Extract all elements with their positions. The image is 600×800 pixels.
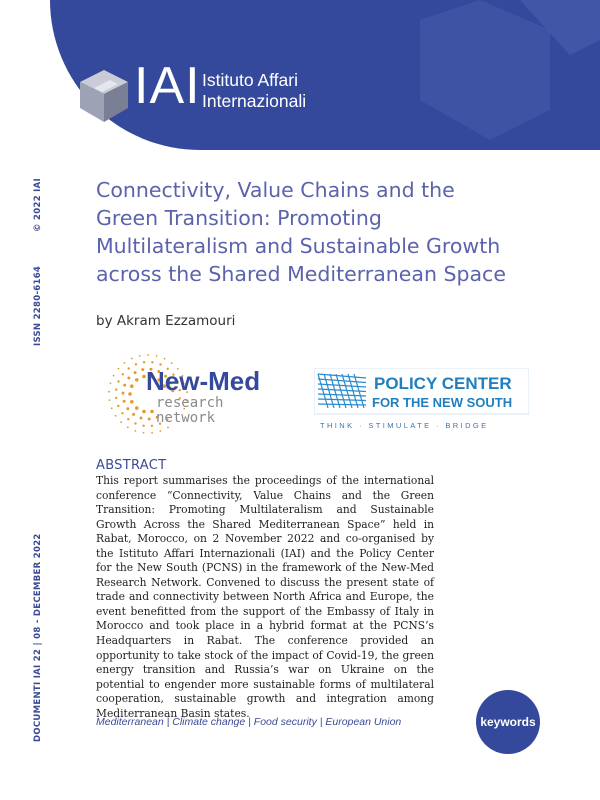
title-line-2: Green Transition: Promoting [96,206,382,230]
newmed-network: network [156,410,216,426]
institute-name [202,70,306,112]
institute-name-line-1: Istituto Affari [202,70,298,90]
newmed-logo [104,348,294,440]
document-title [96,176,566,288]
iai-logo-text: IAI [134,57,201,115]
copyright-side-text: © 2022 IAI [33,178,43,232]
header-banner [50,0,600,150]
title-line-4: across the Shared Mediterranean Space [96,262,506,286]
series-side-text: DOCUMENTI IAI 22 | 08 - DECEMBER 2022 [33,533,43,742]
policy-center-logo [314,368,529,432]
title-line-3: Multilateralism and Sustainable Growth [96,234,501,258]
keywords-badge: keywords [476,690,540,754]
iai-cube-logo-icon [76,66,132,124]
pcns-line-1: POLICY CENTER [374,374,512,393]
issn-side-text: ISSN 2280-6164 [33,265,43,346]
newmed-research: research [156,395,224,411]
institute-name-line-2: Internazionali [202,91,307,111]
author-line: by Akram Ezzamouri [96,313,236,329]
abstract-text: This report summarises the proceedings of the international conference “Connectivity, Value Chains and the Green Transition: Promoting Multilateralism and Sustainable Growth Across the Shared Mediterranean Space” held in Rabat, Morocco, on 2 November 2022 and co-organised by the Istituto Affari Internazionali (IAI) and the Policy Center for the New South (PCNS) in the framework of the New-Med Research Network. Convened to discuss the present state of trade and connectivity between North Africa and Europe, the event benefitted from the support of the Embassy of Italy in Morocco and took place in a hybrid format at the PCNS’s Headquarters in Rabat. The conference provided an opportunity to take stock of the impact of Covid-19, the green energy transition and Russia’s war on Ukraine on the potential to engender more sustainable forms of multilateral cooperation, sustainable growth and integration among Mediterranean Basin states. [96,474,434,720]
newmed-name: New-Med [146,366,261,396]
title-line-1: Connectivity, Value Chains and the [96,178,455,202]
pcns-line-2: FOR THE NEW SOUTH [372,395,513,410]
abstract-heading: ABSTRACT [96,458,167,473]
pcns-tagline: THINK · STIMULATE · BRIDGE [320,421,489,430]
keywords-list: Mediterranean | Climate change | Food security | European Union [96,716,402,728]
